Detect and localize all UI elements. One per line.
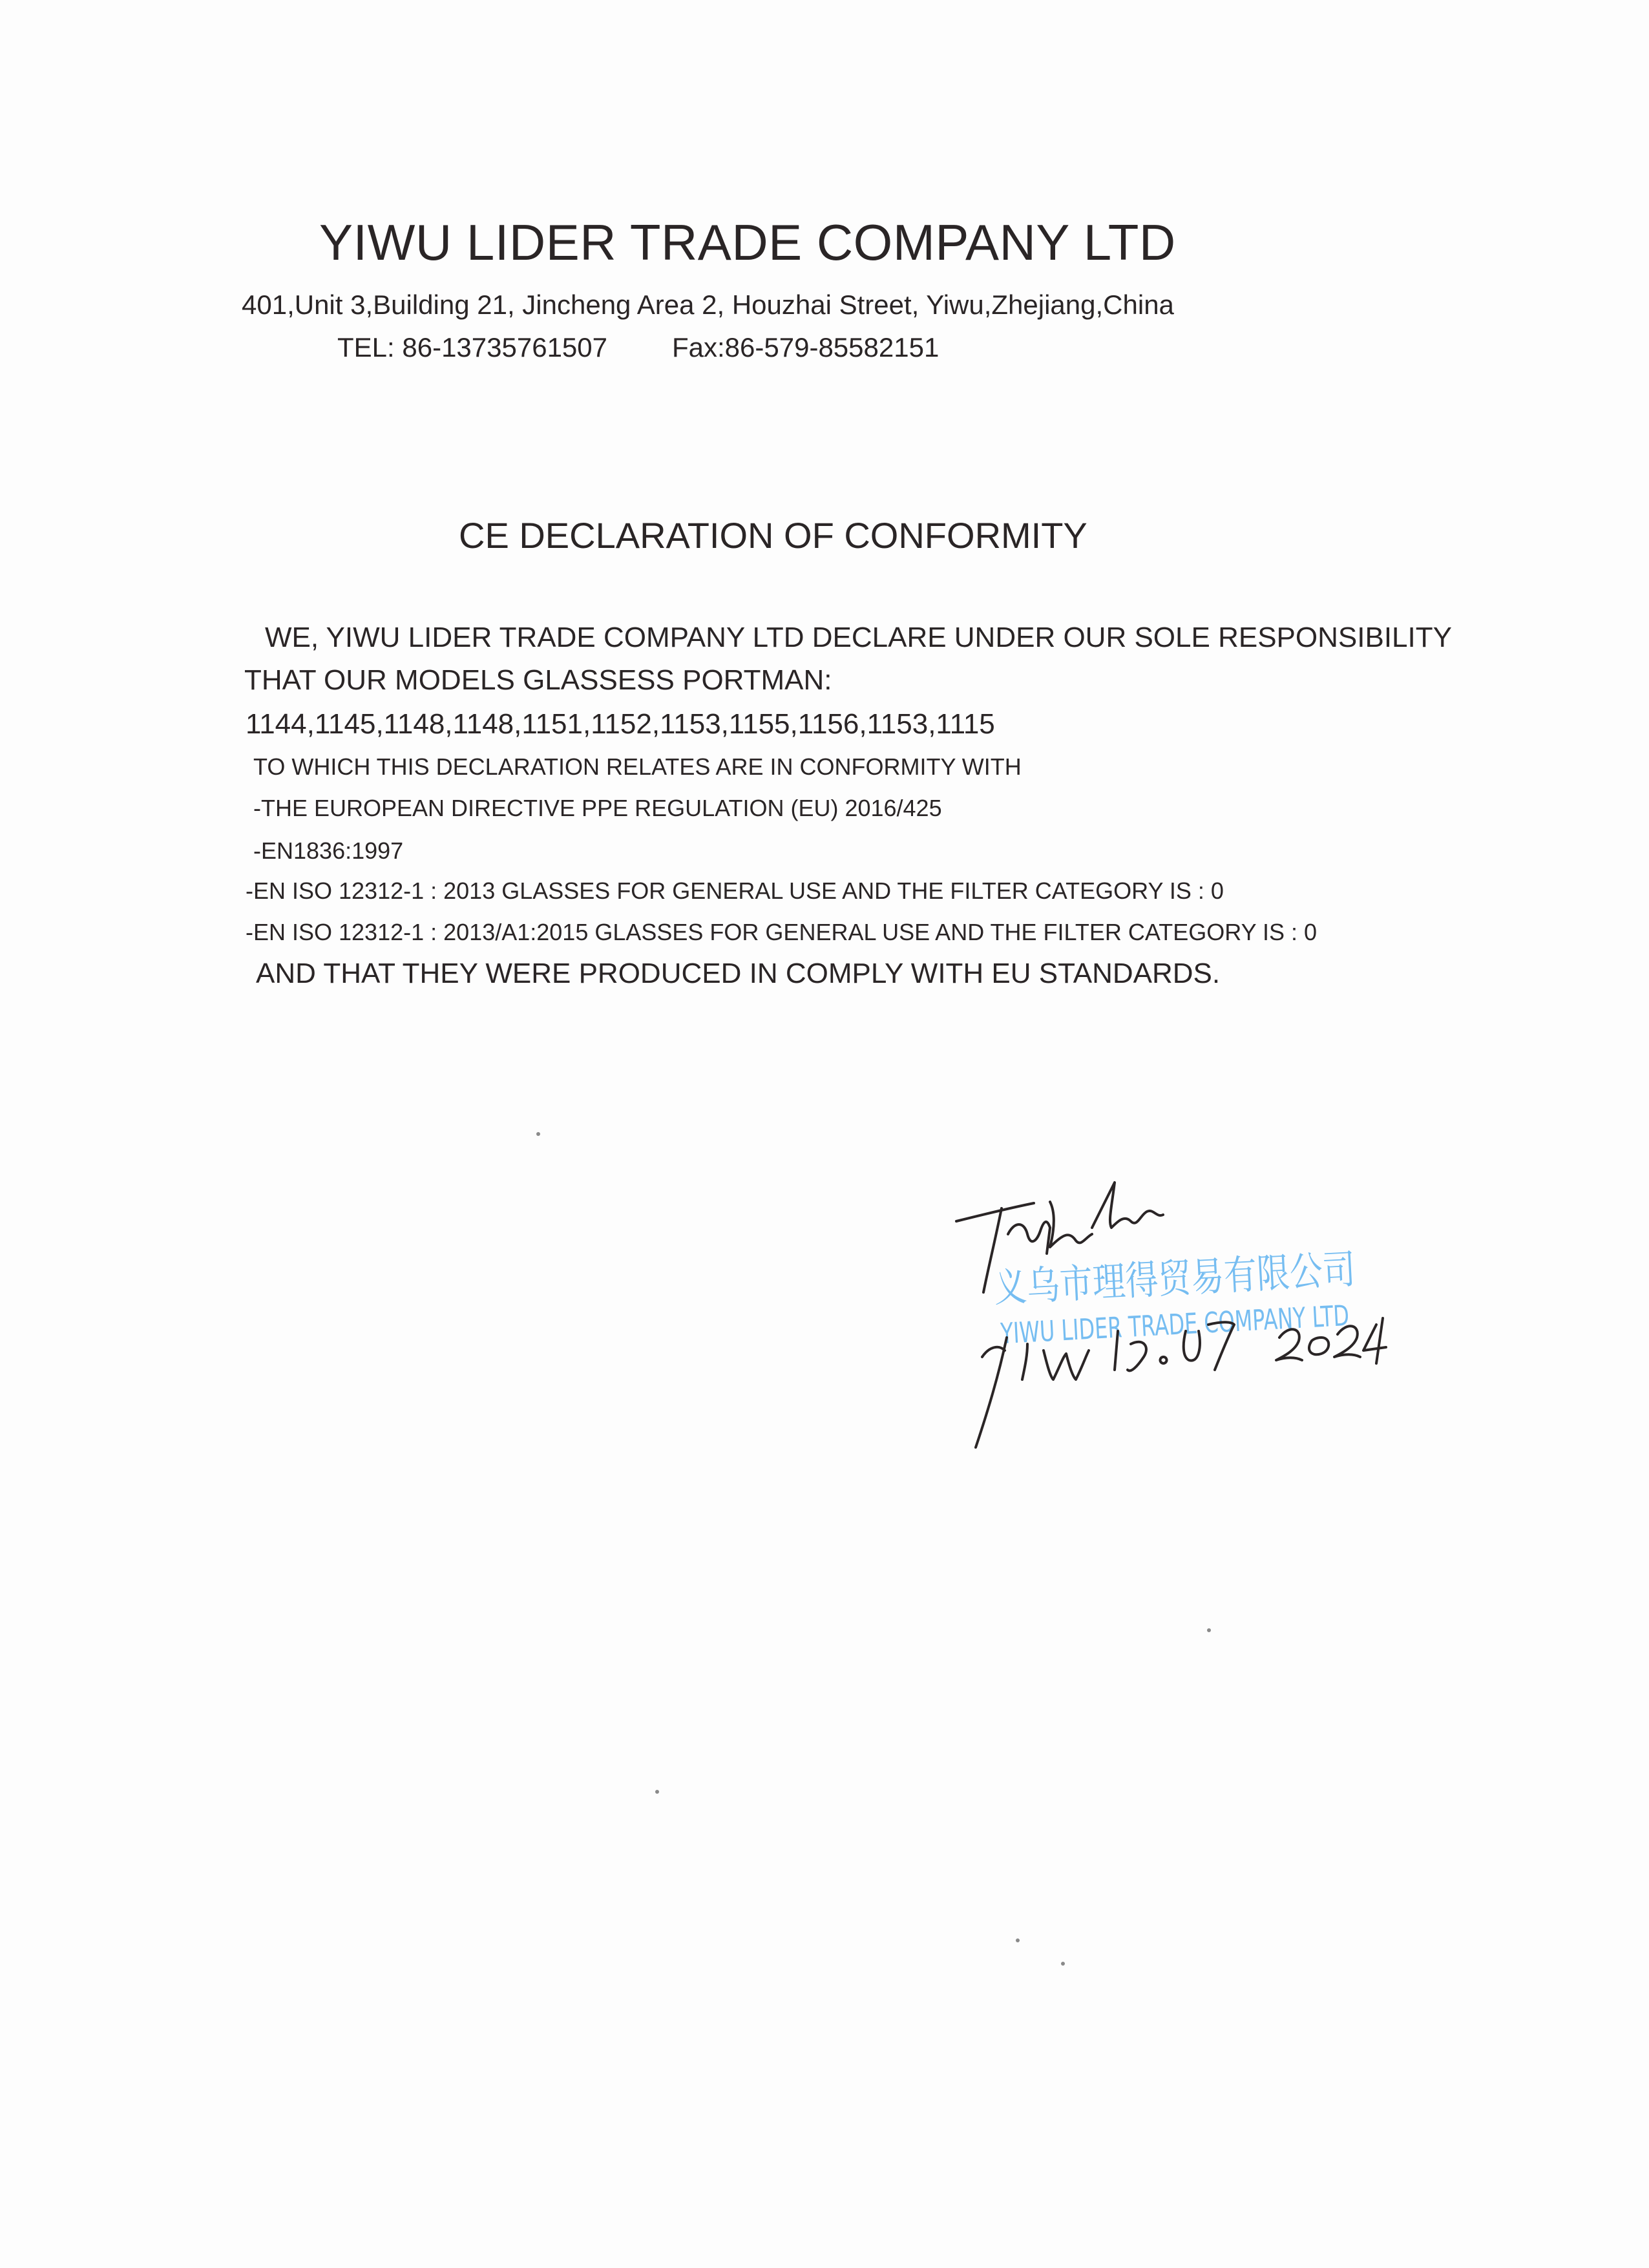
scan-speck [1016,1938,1020,1942]
declaration-line: TO WHICH THIS DECLARATION RELATES ARE IN CONFORMITY WITH [253,753,1022,780]
stamp-and-signature [930,1163,1482,1447]
telephone: TEL: 86-13735761507 [337,332,608,362]
declaration-line: WE, YIWU LIDER TRADE COMPANY LTD DECLARE UNDER OUR SOLE RESPONSIBILITY [265,622,1452,653]
model-numbers: 1144,1145,1148,1148,1151,1152,1153,1155,1156,1153,1115 [246,708,995,740]
company-stamp [993,1241,1482,1351]
standard-item: -EN ISO 12312-1 : 2013/A1:2015 GLASSES FOR GENERAL USE AND THE FILTER CATEGORY IS : 0 [246,919,1317,945]
scan-speck [655,1790,659,1794]
scan-speck [1207,1628,1211,1632]
standard-item: -EN1836:1997 [253,837,404,864]
scan-speck [1061,1962,1065,1966]
declaration-line: AND THAT THEY WERE PRODUCED IN COMPLY WITH EU STANDARDS. [256,958,1221,989]
company-name: YIWU LIDER TRADE COMPANY LTD [319,214,1176,271]
standard-item: -THE EUROPEAN DIRECTIVE PPE REGULATION (EU) 2016/425 [253,795,942,821]
scan-speck [536,1132,540,1136]
standard-item: -EN ISO 12312-1 : 2013 GLASSES FOR GENERAL USE AND THE FILTER CATEGORY IS : 0 [246,877,1224,904]
stamp-chinese-name: 义乌市理得贸易有限公司 [993,1241,1436,1312]
company-address: 401,Unit 3,Building 21, Jincheng Area 2, Houzhai Street, Yiwu,Zhejiang,China [242,289,1174,320]
fax-number: Fax:86-579-85582151 [672,332,940,362]
declaration-line: THAT OUR MODELS GLASSESS PORTMAN: [244,664,832,696]
stamp-english-name: YIWU LIDER TRADE COMPANY LTD [1000,1292,1482,1351]
document-title: CE DECLARATION OF CONFORMITY [459,515,1087,556]
